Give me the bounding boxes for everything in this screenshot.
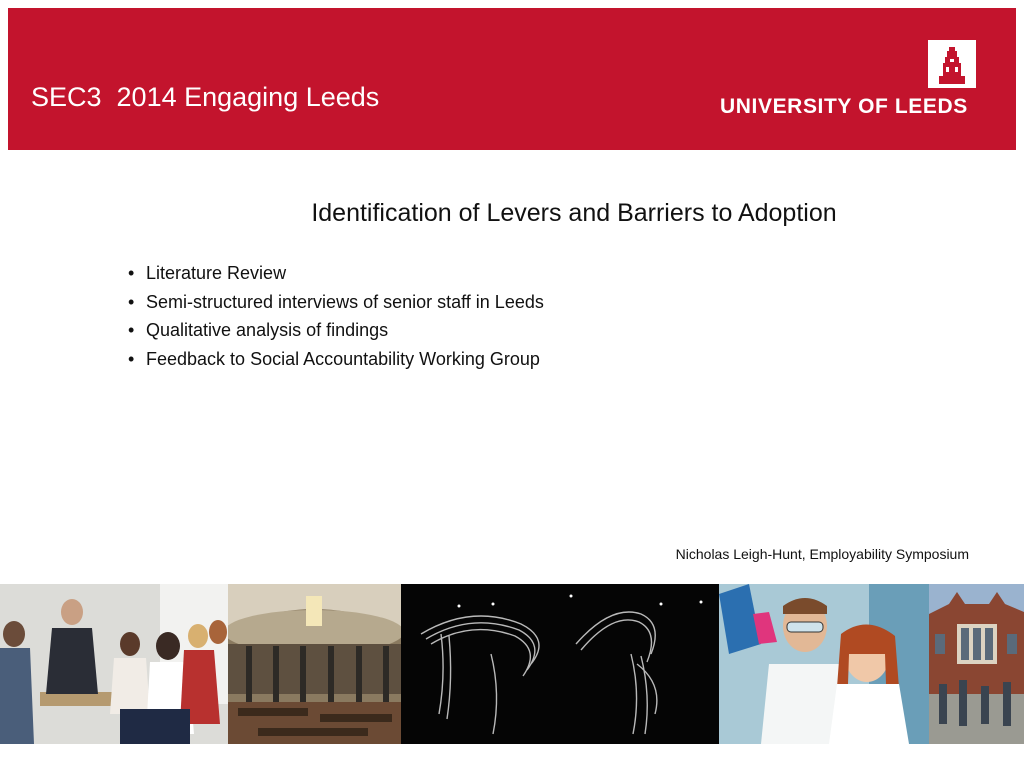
footer-credit: Nicholas Leigh-Hunt, Employability Symposium [675, 546, 969, 562]
bullet-item: • Semi-structured interviews of senior staff in Leeds [128, 288, 544, 317]
university-logo-icon [928, 40, 976, 88]
laboratory-students-photo [719, 584, 929, 744]
bullet-item: • Qualitative analysis of findings [128, 316, 544, 345]
light-sculpture-photo [401, 584, 719, 744]
university-name: UNIVERSITY OF LEEDS [720, 95, 968, 118]
slide-title: Identification of Levers and Barriers to Adoption [311, 199, 837, 227]
bullet-list [128, 259, 544, 373]
event-title: SEC3 2014 Engaging Leeds [31, 82, 380, 112]
bullet-item: • Literature Review [128, 259, 544, 288]
bullet-item: • Feedback to Social Accountability Working Group [128, 345, 544, 374]
students-seminar-photo [0, 584, 228, 744]
header-banner [8, 8, 1016, 150]
photo-strip [0, 584, 1024, 744]
campus-building-photo [929, 584, 1024, 744]
library-reading-room-photo [228, 584, 401, 744]
